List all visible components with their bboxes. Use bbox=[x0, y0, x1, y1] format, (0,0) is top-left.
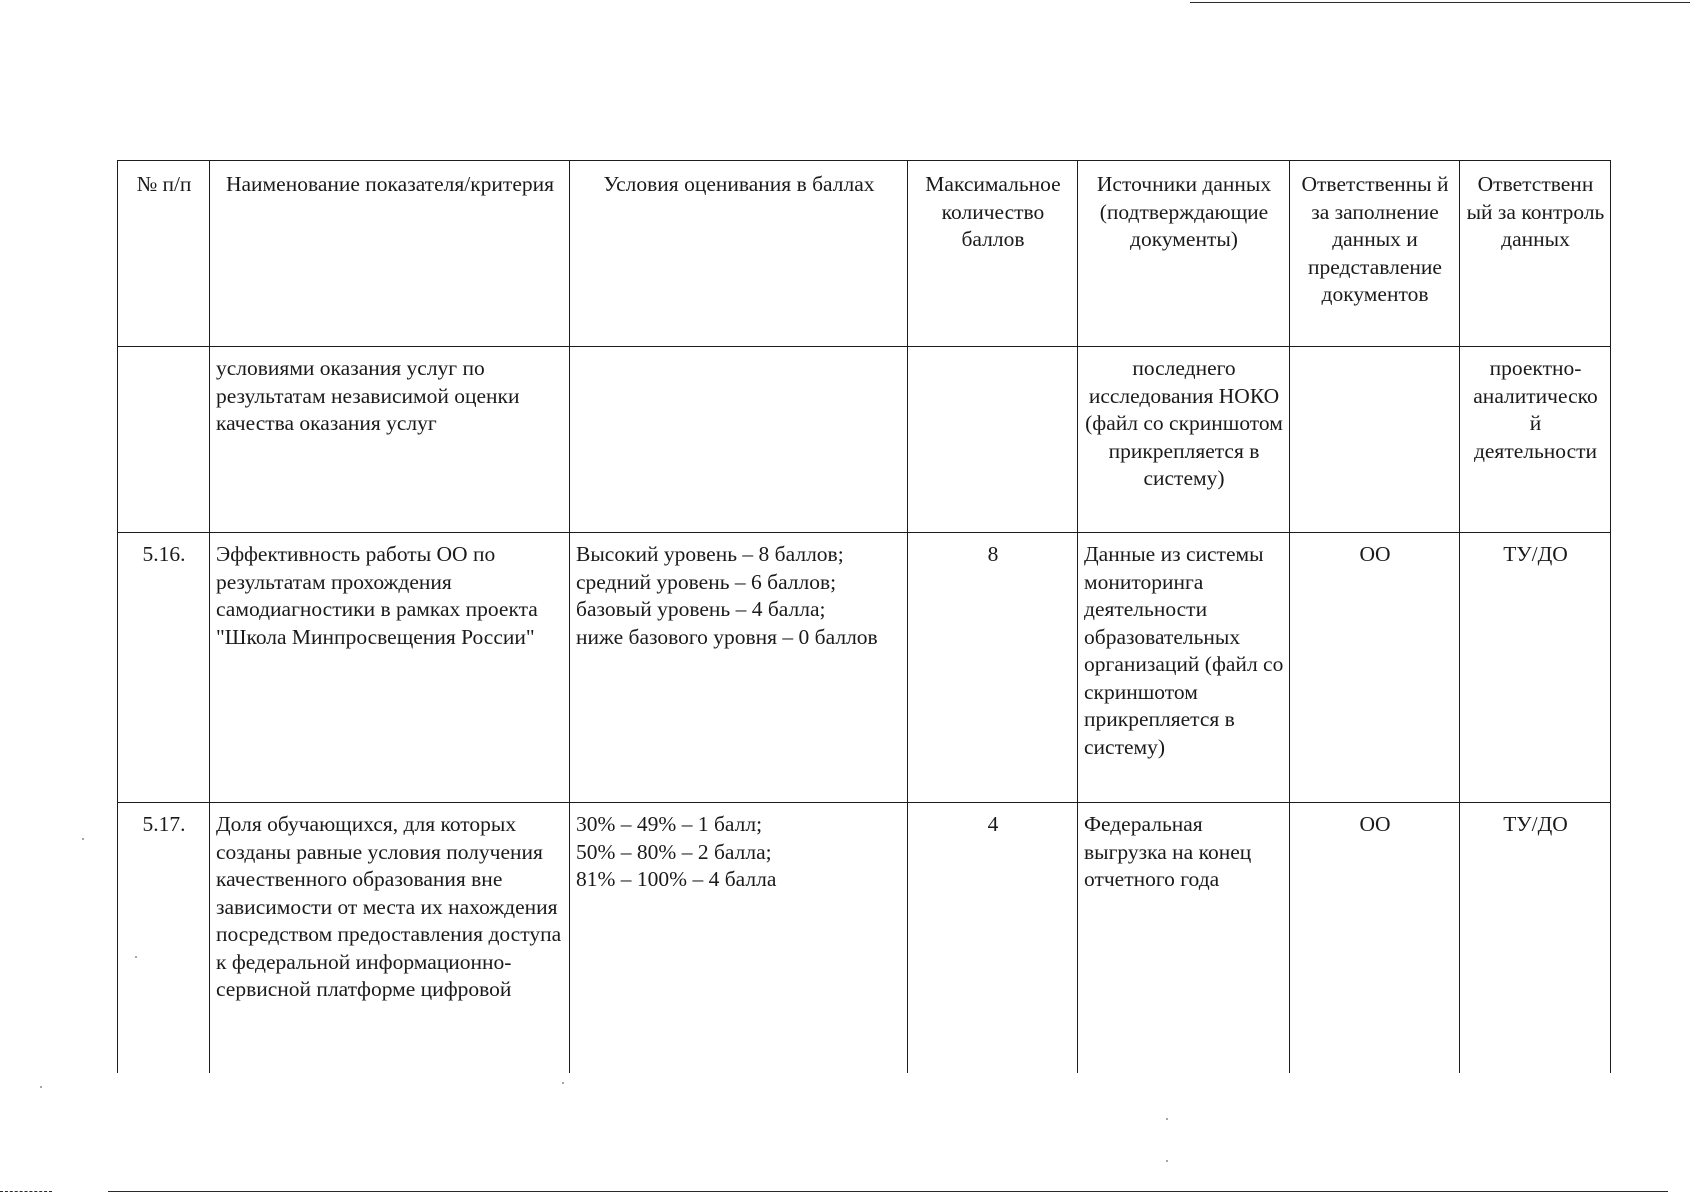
header-number: № п/п bbox=[118, 161, 210, 347]
condition-line: 50% – 80% – 2 балла; bbox=[576, 839, 772, 864]
table-row bbox=[118, 533, 1611, 803]
row-number: 5.16. bbox=[118, 533, 210, 803]
criterion-name: Эффективность работы ОО по результатам прохождения самодиагностики в рамках проекта "Школа Минпросвещения России" bbox=[210, 533, 570, 803]
scan-speck bbox=[562, 1082, 564, 1084]
max-points bbox=[908, 347, 1078, 533]
max-points: 8 bbox=[908, 533, 1078, 803]
data-source: последнего исследования НОКО (файл со скриншотом прикрепляется в систему) bbox=[1078, 347, 1290, 533]
row-number bbox=[118, 347, 210, 533]
criterion-name: условиями оказания услуг по результатам независимой оценки качества оказания услуг bbox=[210, 347, 570, 533]
condition-line: Высокий уровень – 8 баллов; bbox=[576, 542, 844, 566]
scoring-conditions bbox=[570, 533, 908, 803]
scan-speck bbox=[82, 838, 84, 840]
table-row bbox=[118, 803, 1611, 1073]
row-number: 5.17. bbox=[118, 803, 210, 1073]
data-source: Данные из системы мониторинга деятельности образовательных организаций (файл со скриншотом прикрепляется в систему) bbox=[1078, 533, 1290, 803]
scan-speck bbox=[1166, 1160, 1168, 1162]
responsible-control: ТУ/ДО bbox=[1460, 533, 1611, 803]
scoring-conditions bbox=[570, 803, 908, 1073]
responsible-filling: ОО bbox=[1290, 803, 1460, 1073]
responsible-control: ТУ/ДО bbox=[1460, 803, 1611, 1073]
header-data-sources: Источники данных (подтверждающие документы) bbox=[1078, 161, 1290, 347]
responsible-control: проектно-аналитическо й деятельности bbox=[1460, 347, 1611, 533]
header-responsible-control: Ответственн ый за контроль данных bbox=[1460, 161, 1611, 347]
scan-edge-bottom-left bbox=[0, 1191, 52, 1192]
header-criterion-name: Наименование показателя/критерия bbox=[210, 161, 570, 347]
responsible-filling bbox=[1290, 347, 1460, 533]
scoring-conditions bbox=[570, 347, 908, 533]
header-responsible-filling: Ответственны й за заполнение данных и представление документов bbox=[1290, 161, 1460, 347]
responsible-filling: ОО bbox=[1290, 533, 1460, 803]
criteria-table bbox=[117, 160, 1611, 1073]
max-points: 4 bbox=[908, 803, 1078, 1073]
header-max-points: Максимальное количество баллов bbox=[908, 161, 1078, 347]
table-header-row bbox=[118, 161, 1611, 347]
table-row bbox=[118, 347, 1611, 533]
scan-speck bbox=[1166, 1118, 1168, 1120]
criterion-name: Доля обучающихся, для которых созданы равные условия получения качественного образования вне зависимости от места их нахождения посредством предоставления доступа к федеральной информационно-сервисной платформе цифровой bbox=[210, 803, 570, 1073]
condition-line: базовый уровень – 4 балла; bbox=[576, 597, 826, 621]
condition-line: 30% – 49% – 1 балл; bbox=[576, 812, 763, 836]
condition-line: ниже базового уровня – 0 баллов bbox=[576, 624, 878, 649]
condition-line: средний уровень – 6 баллов; bbox=[576, 569, 837, 594]
header-scoring-conditions: Условия оценивания в баллах bbox=[570, 161, 908, 347]
condition-line: 81% – 100% – 4 балла bbox=[576, 867, 777, 891]
data-source: Федеральная выгрузка на конец отчетного года bbox=[1078, 803, 1290, 1073]
scan-edge-bottom bbox=[108, 1191, 1668, 1192]
scan-speck bbox=[40, 1086, 42, 1088]
scan-edge-top bbox=[1190, 2, 1690, 3]
